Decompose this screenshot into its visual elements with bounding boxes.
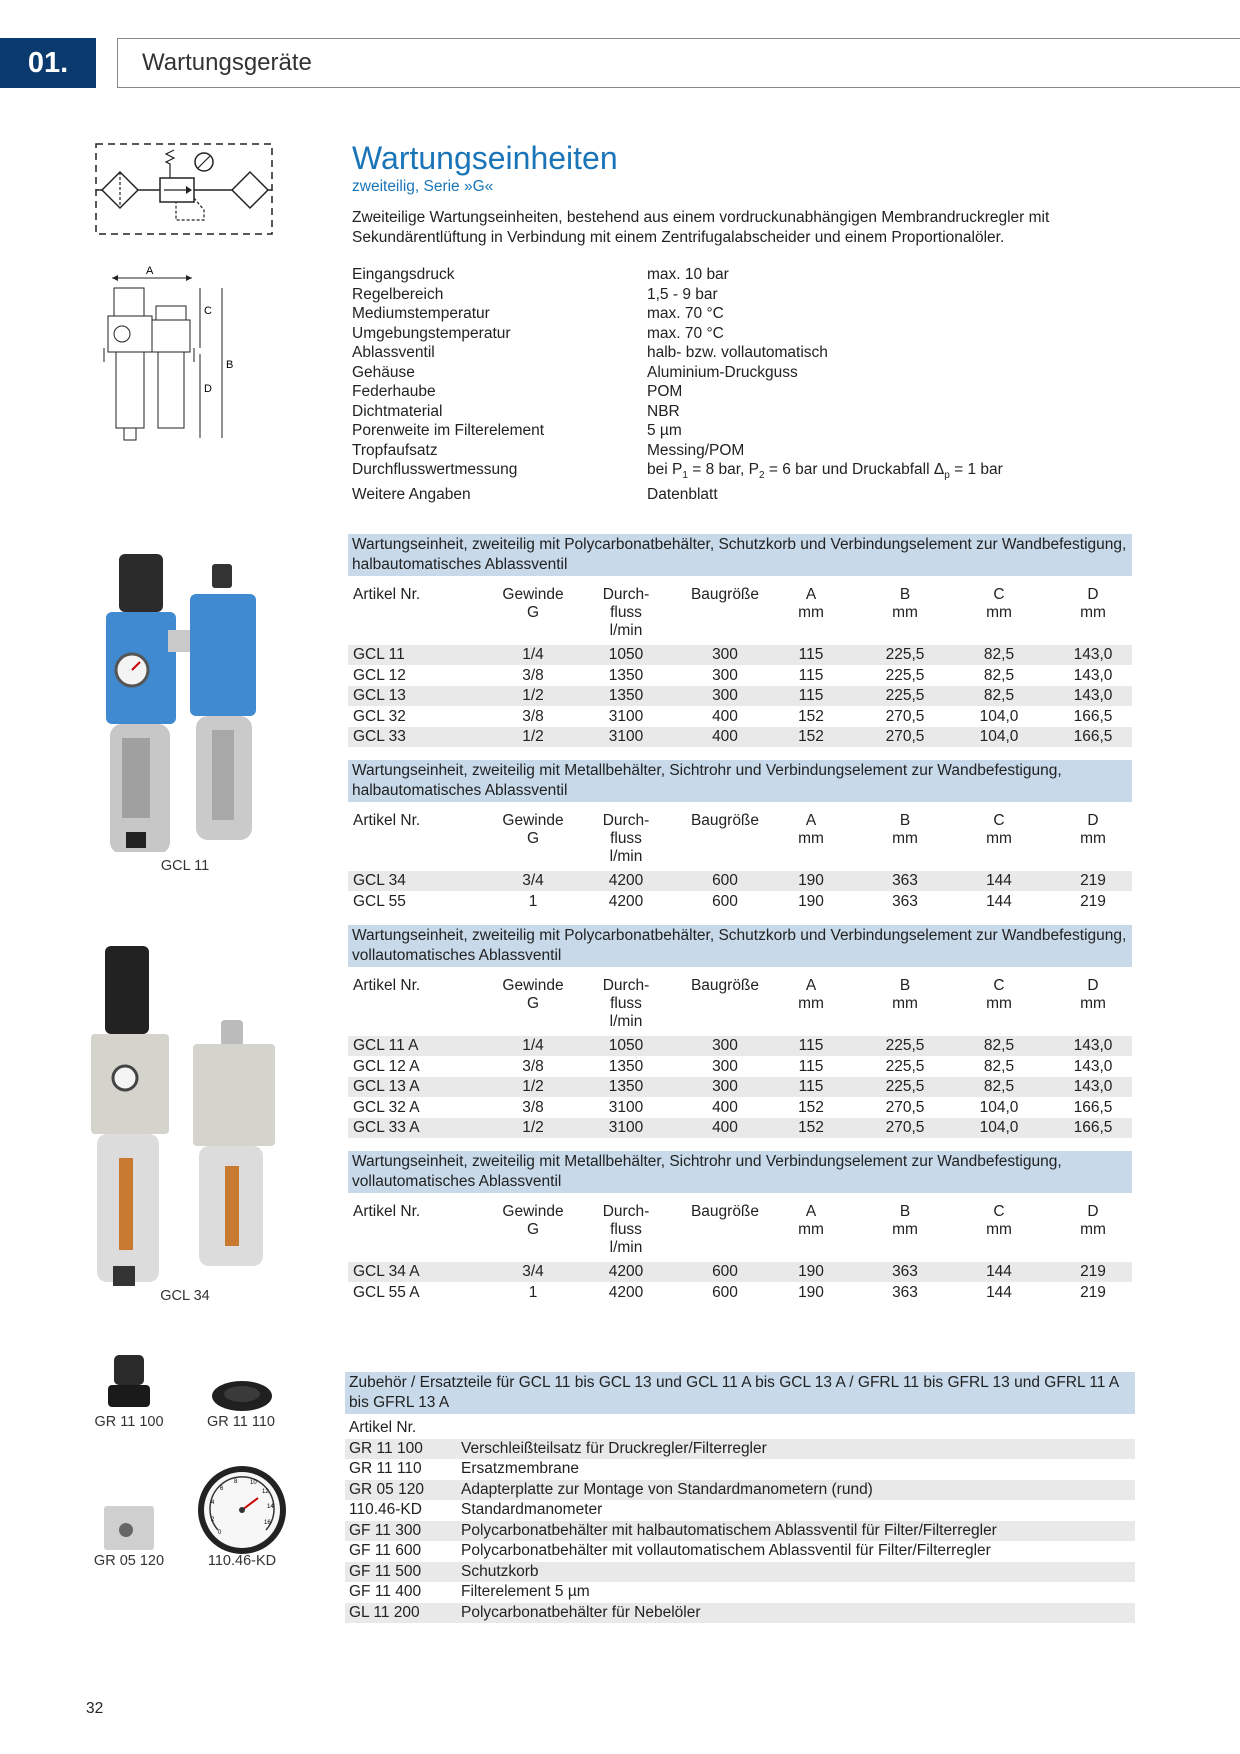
spec-row: Mediumstemperatur max. 70 °C: [352, 305, 724, 322]
table-cell: 4200: [608, 892, 644, 910]
caption-gr11110: GR 11 110: [207, 1414, 275, 1430]
table-row: [348, 1262, 1132, 1282]
header-a: mm: [798, 604, 824, 621]
svg-text:4: 4: [211, 1500, 215, 1506]
table-row: [348, 892, 1132, 912]
table-cell: 3/8: [522, 1098, 544, 1116]
table-cell: 600: [712, 872, 738, 889]
table-cell: 225,5: [885, 1037, 925, 1054]
table-cell: GCL 33: [353, 728, 406, 745]
table-cell: 143,0: [1073, 1057, 1113, 1075]
accessory-description: Verschleißteilsatz für Druckregler/Filterregler: [461, 1439, 767, 1457]
accessory-description: Polycarbonatbehälter mit halbautomatischem Ablassventil für Filter/Filterregler: [461, 1521, 997, 1539]
table-row: [348, 1077, 1132, 1097]
spec-row: Dichtmaterial NBR: [352, 402, 680, 420]
table-cell: 166,5: [1073, 728, 1113, 745]
header-d: D: [1087, 586, 1099, 603]
header-durchfluss: fluss: [610, 1221, 642, 1238]
header-c: mm: [986, 830, 1012, 847]
header-b: mm: [892, 604, 918, 621]
table-header-row: [348, 1202, 1132, 1262]
table-cell: 143,0: [1073, 666, 1113, 684]
table-header-row: [348, 976, 1132, 1036]
header-gewinde: Gewinde: [502, 1203, 564, 1220]
dim-label-b: B: [226, 359, 234, 371]
header-b: B: [899, 1203, 911, 1220]
table-cell: 190: [798, 1283, 824, 1301]
table-cell: 219: [1080, 892, 1106, 910]
product-photo-gcl34: [85, 940, 285, 1290]
table-row: [348, 707, 1132, 727]
accessory-number: GR 05 120: [349, 1480, 424, 1498]
table-cell: 82,5: [983, 687, 1015, 704]
accessory-row: [345, 1500, 1135, 1520]
accessory-number: GF 11 500: [349, 1562, 422, 1580]
accessory-number: 110.46-KD: [349, 1501, 422, 1518]
table-cell: 1350: [608, 1057, 644, 1075]
table-cell: GCL 12: [353, 666, 406, 684]
spec-row: Weitere Angaben Datenblatt: [352, 486, 718, 503]
accessory-description: Standardmanometer: [461, 1501, 603, 1518]
table-cell: 152: [798, 1119, 824, 1136]
table-cell: GCL 11: [353, 646, 405, 663]
spec-row: Gehäuse Aluminium-Druckguss: [352, 363, 798, 381]
header-a: A: [805, 977, 817, 994]
header-gewinde: G: [526, 604, 540, 621]
table-cell: 104,0: [979, 1119, 1019, 1136]
table-cell: 144: [986, 892, 1012, 910]
table-cell: GCL 32: [353, 707, 406, 725]
table-row: [348, 727, 1132, 747]
table-cell: 1050: [608, 646, 644, 663]
table-cell: 400: [712, 728, 738, 745]
table-cell: 1: [528, 1283, 538, 1301]
table-row: [348, 1057, 1132, 1077]
table-row: [348, 645, 1132, 665]
svg-text:0: 0: [218, 1530, 222, 1536]
header-gewinde: G: [526, 995, 540, 1012]
table-cell: 225,5: [885, 687, 925, 704]
accessory-number: GF 11 600: [349, 1542, 422, 1559]
dim-label-a: A: [146, 265, 154, 277]
section-heading-1: Wartungseinheit, zweiteilig mit Polycarbonatbehälter, Schutzkorb und Verbindungselement zur Wandbefestigung, halbautomatisches Ablassventil: [348, 534, 1132, 576]
header-d: D: [1087, 1203, 1099, 1220]
header-artikel: Artikel Nr.: [353, 812, 421, 829]
product-table-4: [348, 1202, 1132, 1303]
table-cell: 400: [712, 1098, 738, 1116]
accessory-row: [345, 1521, 1135, 1541]
table-cell: 1350: [608, 1078, 644, 1095]
photo-gr11100: [100, 1355, 160, 1411]
photo-gr11110: [210, 1378, 274, 1414]
header-a: A: [805, 812, 817, 829]
table-cell: 300: [712, 1037, 738, 1054]
table-cell: 104,0: [979, 728, 1019, 745]
photo-gr05120: [100, 1500, 158, 1552]
table-cell: 144: [986, 1263, 1012, 1280]
table-cell: GCL 55: [353, 892, 406, 910]
header-d: mm: [1080, 1221, 1106, 1238]
caption-gauge: 110.46-KD: [207, 1553, 277, 1569]
section-heading-4: Wartungseinheit, zweiteilig mit Metallbehälter, Sichtrohr und Verbindungselement zur Wandbefestigung, vollautomatisches Ablassventil: [348, 1151, 1132, 1193]
header-c: C: [993, 812, 1005, 829]
table-cell: 166,5: [1073, 1119, 1113, 1136]
svg-text:12: 12: [262, 1489, 269, 1495]
table-cell: 3100: [608, 1098, 644, 1116]
header-a: A: [805, 586, 817, 603]
table-cell: 143,0: [1073, 646, 1113, 663]
spec-row: Tropfaufsatz Messing/POM: [352, 441, 745, 459]
table-cell: 3/8: [522, 707, 544, 725]
header-d: mm: [1080, 604, 1106, 621]
product-table-3: [348, 976, 1132, 1139]
product-table-1: [348, 585, 1132, 748]
table-cell: 82,5: [983, 646, 1015, 663]
header-gewinde: G: [526, 830, 540, 847]
table-cell: 219: [1080, 1283, 1106, 1301]
table-cell: 363: [892, 1283, 918, 1301]
header-c: C: [993, 586, 1005, 603]
section-heading-3: Wartungseinheit, zweiteilig mit Polycarbonatbehälter, Schutzkorb und Verbindungselement zur Wandbefestigung, vollautomatisches Ablassventil: [348, 925, 1132, 967]
header-durchfluss: Durch-: [602, 1203, 650, 1220]
table-cell: 115: [798, 1057, 824, 1075]
table-cell: GCL 13 A: [353, 1078, 420, 1095]
header-baugroesse: Baugröße: [690, 586, 760, 603]
header-durchfluss: l/min: [609, 622, 643, 639]
product-title: Wartungseinheiten: [352, 140, 618, 176]
accessory-number: GR 11 110: [349, 1460, 422, 1477]
chapter-number: 01.: [0, 38, 96, 88]
accessory-description: Schutzkorb: [461, 1562, 539, 1580]
table-cell: 363: [892, 872, 918, 889]
accessories-header-row: Artikel Nr.: [349, 1419, 417, 1436]
table-cell: 166,5: [1073, 1098, 1113, 1116]
caption-gr05120: GR 05 120: [93, 1553, 165, 1569]
header-baugroesse: Baugröße: [690, 1203, 760, 1220]
header-d: mm: [1080, 995, 1106, 1012]
table-cell: 300: [712, 1078, 738, 1095]
table-cell: 104,0: [979, 1098, 1019, 1116]
dimension-drawing: [100, 262, 260, 462]
table-cell: 152: [798, 728, 824, 745]
header-gewinde: Gewinde: [502, 977, 564, 994]
table-row: [348, 686, 1132, 706]
header-d: mm: [1080, 830, 1106, 847]
header-b: B: [899, 586, 911, 603]
table-cell: GCL 13: [353, 687, 406, 704]
accessory-description: Filterelement 5 µm: [461, 1583, 590, 1600]
header-a: mm: [798, 830, 824, 847]
caption-gr11100: GR 11 100: [94, 1414, 164, 1430]
table-cell: 270,5: [885, 1098, 925, 1116]
accessory-row: [345, 1582, 1135, 1602]
table-header-row: [348, 585, 1132, 645]
header-durchfluss: l/min: [609, 1013, 643, 1030]
table-cell: 1/2: [522, 1078, 544, 1095]
table-cell: 1/4: [522, 1037, 544, 1054]
table-cell: GCL 11 A: [353, 1037, 419, 1054]
table-cell: 1050: [608, 1037, 644, 1054]
table-cell: 115: [798, 646, 824, 663]
table-row: [348, 666, 1132, 686]
accessory-description: Polycarbonatbehälter für Nebelöler: [461, 1603, 701, 1621]
table-cell: 363: [892, 1263, 918, 1280]
table-row: [348, 1036, 1132, 1056]
table-cell: GCL 32 A: [353, 1098, 420, 1116]
table-cell: 600: [712, 1283, 738, 1301]
table-cell: 225,5: [885, 666, 925, 684]
table-cell: GCL 12 A: [353, 1057, 420, 1075]
table-cell: 3/8: [522, 1057, 544, 1075]
header-baugroesse: Baugröße: [690, 812, 760, 829]
header-b: B: [899, 812, 911, 829]
header-durchfluss: l/min: [609, 1239, 643, 1256]
spec-row-flow: Durchflusswertmessung bei $P_1 = 8$ bar, $P_2 = 6$ bar und Druckabfall $\Delta_p = 1$ bar: [352, 461, 1003, 482]
table-cell: GCL 34: [353, 872, 406, 889]
table-cell: 270,5: [885, 1119, 925, 1136]
table-cell: 225,5: [885, 1078, 925, 1095]
table-cell: 600: [712, 892, 738, 910]
svg-text:6: 6: [220, 1486, 224, 1492]
header-c: C: [993, 1203, 1005, 1220]
header-artikel: Artikel Nr.: [353, 1203, 421, 1220]
accessory-number: GF 11 400: [349, 1583, 422, 1600]
header-b: B: [899, 977, 911, 994]
header-a: A: [805, 1203, 817, 1220]
table-cell: 1/2: [522, 687, 544, 704]
table-cell: 144: [986, 1283, 1012, 1301]
header-durchfluss: Durch-: [602, 586, 650, 603]
accessory-number: GL 11 200: [349, 1603, 420, 1621]
accessory-row: [345, 1439, 1135, 1459]
table-cell: 115: [798, 687, 824, 704]
accessories-table: [345, 1418, 1135, 1623]
table-cell: 4200: [608, 1283, 644, 1301]
product-table-2: [348, 811, 1132, 912]
table-cell: 3100: [608, 1119, 644, 1136]
table-cell: 400: [712, 1119, 738, 1136]
accessory-number: GR 11 100: [349, 1439, 423, 1457]
header-durchfluss: Durch-: [602, 812, 650, 829]
header-durchfluss: fluss: [610, 830, 642, 847]
header-c: mm: [986, 995, 1012, 1012]
header-c: mm: [986, 1221, 1012, 1238]
spec-row: Porenweite im Filterelement 5 µm: [352, 422, 682, 439]
svg-text:2: 2: [211, 1517, 215, 1523]
svg-text:10: 10: [250, 1480, 257, 1486]
accessory-number: GF 11 300: [349, 1521, 422, 1539]
spec-row: Federhaube POM: [352, 383, 683, 400]
accessory-row: [345, 1459, 1135, 1479]
table-cell: 4200: [608, 1263, 644, 1280]
dim-label-c: C: [204, 305, 212, 317]
table-cell: 3100: [608, 707, 644, 725]
table-cell: 104,0: [979, 707, 1019, 725]
table-cell: 1350: [608, 666, 644, 684]
spec-row: Eingangsdruck max. 10 bar: [352, 266, 729, 283]
table-cell: 300: [712, 1057, 738, 1075]
table-cell: 600: [712, 1263, 738, 1280]
pneumatic-symbol-diagram: [92, 140, 282, 240]
section-header: [117, 38, 1240, 88]
photo-gauge-110-46-kd: [196, 1464, 288, 1556]
table-cell: 4200: [608, 872, 644, 889]
svg-text:14: 14: [267, 1504, 274, 1510]
caption-gcl34: GCL 34: [160, 1288, 210, 1304]
header-b: mm: [892, 830, 918, 847]
product-photo-gcl11: [92, 552, 277, 852]
table-cell: 3100: [608, 728, 644, 745]
product-intro: Zweiteilige Wartungseinheiten, bestehend aus einem vordruckunabhängigen Membrandruckregler mit Sekundärentlüftung in Verbindung mit einem Zentrifugalabscheider und einem Proportionalöler.: [352, 209, 1050, 246]
header-artikel: Artikel Nr.: [353, 586, 421, 603]
header-b: mm: [892, 995, 918, 1012]
table-cell: 82,5: [983, 1078, 1015, 1095]
header-d: D: [1087, 977, 1099, 994]
header-gewinde: Gewinde: [502, 812, 564, 829]
table-cell: GCL 33 A: [353, 1119, 420, 1136]
spec-row: Umgebungstemperatur max. 70 °C: [352, 324, 724, 342]
table-cell: 400: [712, 707, 738, 725]
table-cell: 1/2: [522, 1119, 544, 1136]
table-cell: 152: [798, 1098, 824, 1116]
accessory-description: Adapterplatte zur Montage von Standardmanometern (rund): [461, 1480, 873, 1498]
header-durchfluss: fluss: [610, 995, 642, 1012]
header-c: mm: [986, 604, 1012, 621]
header-durchfluss: Durch-: [602, 977, 650, 994]
table-cell: GCL 55 A: [353, 1283, 420, 1301]
table-cell: 270,5: [885, 707, 925, 725]
accessory-row: [345, 1562, 1135, 1582]
table-cell: 1: [528, 892, 538, 910]
header-b: mm: [892, 1221, 918, 1238]
table-cell: 219: [1080, 1263, 1106, 1280]
table-row: [348, 871, 1132, 891]
table-cell: 190: [798, 872, 824, 889]
table-cell: 152: [798, 707, 824, 725]
table-cell: 82,5: [983, 1057, 1015, 1075]
table-cell: 3/4: [522, 872, 544, 889]
table-cell: 1350: [608, 687, 644, 704]
table-cell: 300: [712, 646, 738, 663]
table-cell: 115: [798, 1037, 824, 1054]
header-durchfluss: fluss: [610, 604, 642, 621]
section-title: Wartungsgeräte: [142, 49, 312, 76]
caption-gcl11: GCL 11: [160, 858, 210, 874]
svg-text:16: 16: [264, 1520, 271, 1526]
accessory-row: [345, 1603, 1135, 1623]
table-cell: 143,0: [1073, 687, 1113, 704]
header-artikel: Artikel Nr.: [353, 977, 421, 994]
table-row: [348, 1283, 1132, 1303]
table-cell: 3/8: [522, 666, 544, 684]
table-cell: 270,5: [885, 728, 925, 745]
table-cell: 300: [712, 687, 738, 704]
table-row: [348, 1118, 1132, 1138]
table-cell: 82,5: [983, 1037, 1015, 1054]
page-number: 32: [86, 1700, 104, 1717]
table-row: [348, 1098, 1132, 1118]
header-a: mm: [798, 995, 824, 1012]
header-gewinde: G: [526, 1221, 540, 1238]
table-cell: 225,5: [885, 1057, 925, 1075]
accessory-description: Ersatzmembrane: [461, 1460, 580, 1477]
table-cell: 3/4: [522, 1263, 544, 1280]
table-cell: 166,5: [1073, 707, 1113, 725]
accessory-row: [345, 1480, 1135, 1500]
dim-label-d: D: [204, 383, 212, 395]
table-cell: GCL 34 A: [353, 1263, 420, 1280]
table-header-row: [348, 811, 1132, 871]
table-cell: 144: [986, 872, 1012, 889]
spec-row: Regelbereich 1,5 - 9 bar: [352, 285, 718, 303]
header-baugroesse: Baugröße: [690, 977, 760, 994]
header-gewinde: Gewinde: [502, 586, 564, 603]
table-cell: 190: [798, 1263, 824, 1280]
table-cell: 225,5: [885, 646, 925, 663]
table-cell: 115: [798, 666, 824, 684]
table-cell: 1/2: [522, 728, 544, 745]
table-cell: 363: [892, 892, 918, 910]
table-cell: 219: [1080, 872, 1106, 889]
section-heading-2: Wartungseinheit, zweiteilig mit Metallbehälter, Sichtrohr und Verbindungselement zur Wandbefestigung, halbautomatisches Ablassventil: [348, 760, 1132, 802]
header-durchfluss: l/min: [609, 848, 643, 865]
accessory-description: Polycarbonatbehälter mit vollautomatischem Ablassventil für Filter/Filterregler: [461, 1542, 991, 1559]
table-cell: 300: [712, 666, 738, 684]
table-cell: 190: [798, 892, 824, 910]
accessory-row: [345, 1541, 1135, 1561]
header-d: D: [1087, 812, 1099, 829]
table-cell: 143,0: [1073, 1037, 1113, 1054]
header-a: mm: [798, 1221, 824, 1238]
table-cell: 143,0: [1073, 1078, 1113, 1095]
table-cell: 115: [798, 1078, 824, 1095]
product-subtitle: zweiteilig, Serie »G«: [352, 178, 494, 195]
table-cell: 82,5: [983, 666, 1015, 684]
header-c: C: [993, 977, 1005, 994]
accessories-heading: Zubehör / Ersatzteile für GCL 11 bis GCL 13 und GCL 11 A bis GCL 13 A / GFRL 11 bis GFRL 13 und GFRL 11 A bis GFRL 13 A: [345, 1372, 1135, 1414]
spec-row: Ablassventil halb- bzw. vollautomatisch: [352, 344, 828, 361]
svg-text:8: 8: [234, 1479, 238, 1485]
table-cell: 1/4: [522, 646, 544, 663]
